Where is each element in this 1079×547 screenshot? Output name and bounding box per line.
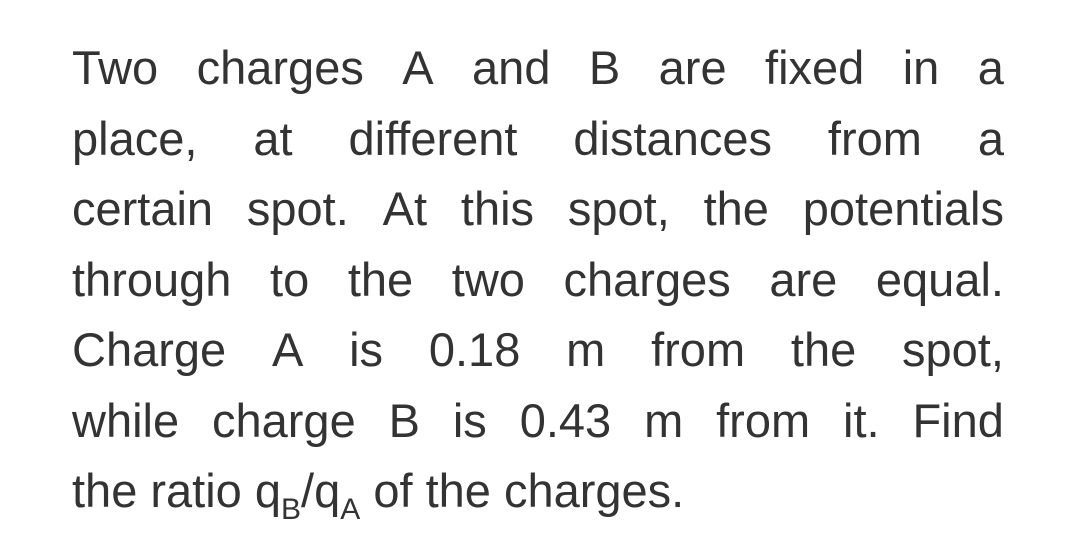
problem-line-4 [72,245,1004,316]
problem-line-5 [72,315,1004,386]
word: 0.43 [519,393,612,447]
word: are [769,252,838,306]
word: in [902,41,940,94]
word: charges [563,252,731,306]
word: is [349,323,384,376]
word: place, [72,111,198,165]
word: to [270,252,310,306]
word: while [72,393,180,447]
word: the [790,323,857,376]
word: and [472,41,551,94]
problem-line-2 [72,104,1004,175]
word: fixed [765,41,865,94]
word: from [827,111,922,165]
word: potentials [802,182,1004,235]
word: two [451,252,525,306]
word: spot, [567,182,670,235]
problem-line-1 [72,33,1004,104]
problem-line-6 [72,386,1004,457]
word: m [644,393,684,447]
word: the [347,252,414,306]
word: spot, [902,323,1004,376]
word: Charge [72,323,227,376]
word: distances [573,111,772,165]
word: At [382,182,428,235]
word: are [658,41,727,94]
word: equal. [875,252,1004,306]
word: charges [196,41,364,94]
problem-line-3 [72,174,1004,245]
word: at [253,111,293,165]
word: this [460,182,535,235]
word: m [566,323,606,376]
word: B [588,41,621,94]
ratio-prefix: the ratio [72,464,255,517]
word: spot. [246,182,349,235]
word: through [72,252,232,306]
word: a [977,111,1004,165]
word: the [703,182,769,235]
word: from [651,323,746,376]
word: B [388,393,420,447]
word: certain [72,182,214,235]
charge-symbol-b: q [254,464,282,517]
word: it. [843,393,880,447]
problem-text [72,33,1004,527]
charge-symbol-a: q [314,464,341,517]
word: Two [72,41,159,94]
word: A [402,41,434,94]
word: charge [212,393,356,447]
word: a [977,41,1004,94]
word: different [348,111,518,165]
subscript-b: B [281,493,302,526]
subscript-a: A [340,493,361,526]
word: is [452,393,487,447]
ratio-suffix: of the charges. [360,464,685,517]
word: 0.18 [428,323,521,376]
word: from [716,393,811,447]
word: Find [912,393,1004,447]
word: A [271,323,304,376]
problem-line-7 [72,456,1004,527]
ratio-slash: / [301,464,315,517]
